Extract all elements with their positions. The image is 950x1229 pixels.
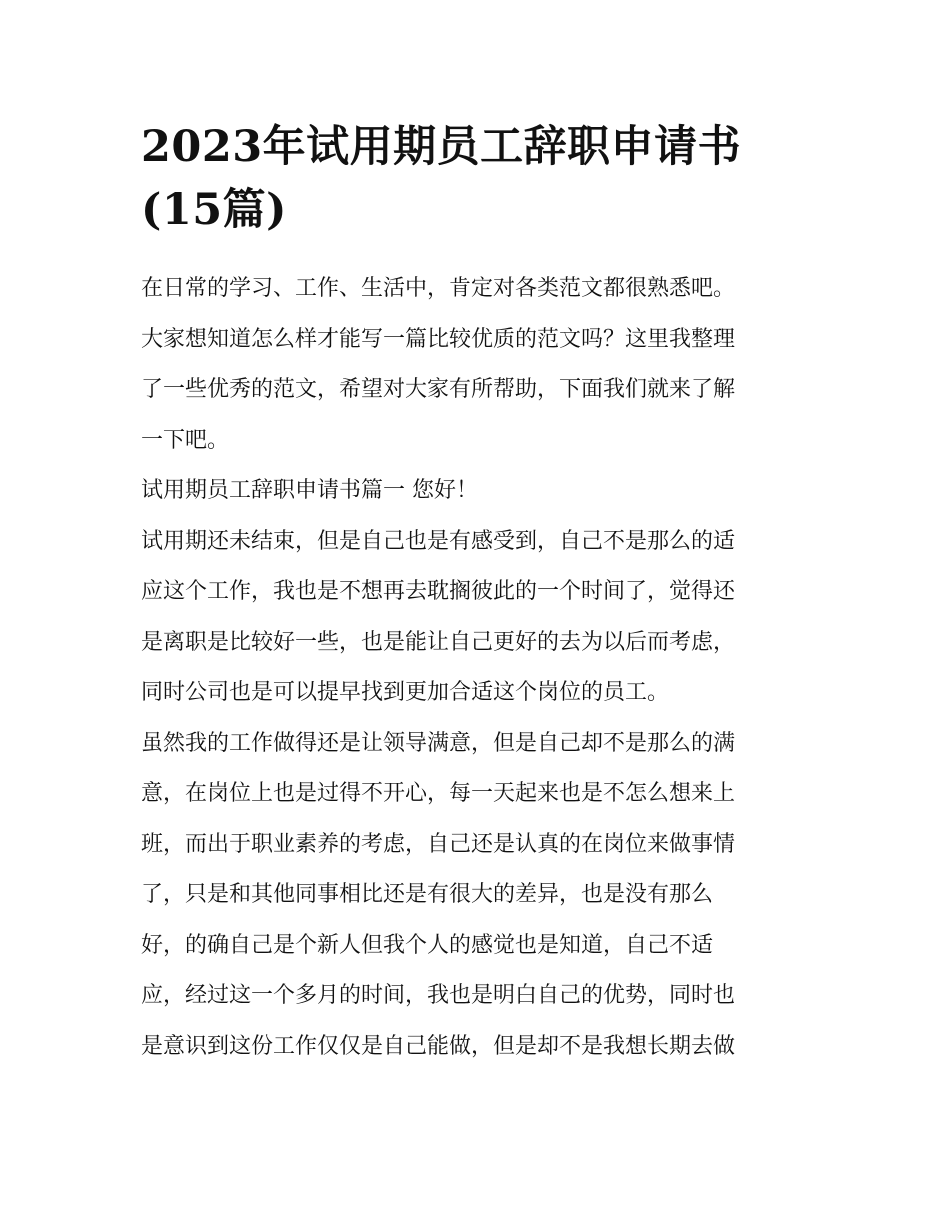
text-line: 是离职是比较好一些，也是能让自己更好的去为以后而考虑， <box>141 629 736 655</box>
paragraph-body-1 <box>141 517 821 719</box>
text-line: 意，在岗位上也是过得不开心，每一天起来也是不怎么想来上 <box>141 781 736 806</box>
text-line: 是意识到这份工作仅仅是自己能做，但是却不是我想长期去做 <box>141 1033 736 1059</box>
text-line: 同时公司也是可以提早找到更加合适这个岗位的员工。 <box>141 680 670 705</box>
paragraph-body-2 <box>141 719 821 1073</box>
text-line: 应这个工作，我也是不想再去耽搁彼此的一个时间了，觉得还 <box>141 579 736 604</box>
text-line: 大家想知道怎么样才能写一篇比较优质的范文吗？这里我整理 <box>141 326 736 352</box>
text-line: 好，的确自己是个新人但我个人的感觉也是知道，自己不适 <box>141 932 714 958</box>
title-line: 2023年试用期员工辞职申请书 <box>141 122 742 172</box>
document-body <box>141 264 821 1072</box>
title-line: (15篇) <box>141 185 288 235</box>
document-content <box>141 116 821 1072</box>
paragraph-intro <box>141 264 821 466</box>
document-title <box>141 116 821 242</box>
text-line: 在日常的学习、工作、生活中，肯定对各类范文都很熟悉吧。 <box>141 276 736 301</box>
text-line: 试用期还未结束，但是自己也是有感受到，自己不是那么的适 <box>141 528 736 554</box>
text-line: 应，经过这一个多月的时间，我也是明白自己的优势，同时也 <box>141 983 736 1008</box>
text-line: 了一些优秀的范文，希望对大家有所帮助，下面我们就来了解 <box>141 377 736 402</box>
text-line: 虽然我的工作做得还是让领导满意，但是自己却不是那么的满 <box>141 730 736 756</box>
text-line: 了，只是和其他同事相比还是有很大的差异，也是没有那么 <box>141 882 714 907</box>
text-line: 试用期员工辞职申请书篇一 您好！ <box>141 478 478 503</box>
text-line: 班，而出于职业素养的考虑，自己还是认真的在岗位来做事情 <box>141 831 736 857</box>
text-line: 一下吧。 <box>141 427 230 453</box>
paragraph-section-heading <box>141 466 821 517</box>
